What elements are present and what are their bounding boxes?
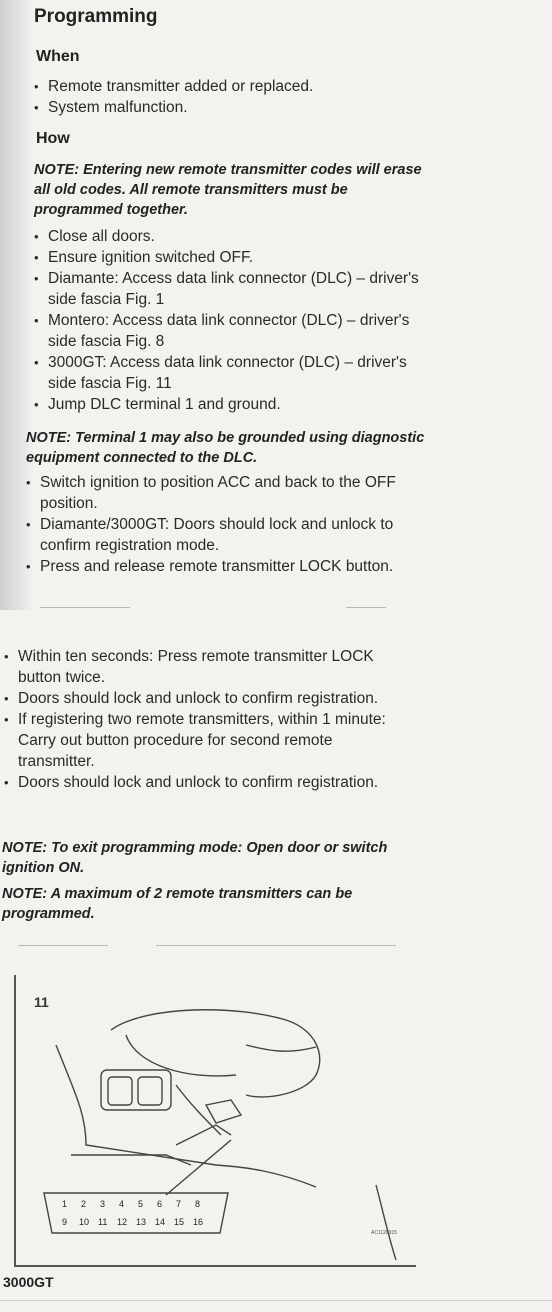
pin-label: 8 xyxy=(195,1199,201,1209)
figure-caption: 3000GT xyxy=(3,1274,54,1290)
list-item: • Within ten seconds: Press remote transmitter LOCK button twice. xyxy=(2,646,412,688)
note-maximum: NOTE: A maximum of 2 remote transmitters can be programmed. xyxy=(2,886,353,922)
list-item: • Montero: Access data link connector (DLC) – driver's side fascia Fig. 8 xyxy=(32,310,432,352)
pin-label: 3 xyxy=(100,1199,106,1209)
how-heading: How xyxy=(36,130,70,147)
dlc-pins-bottom xyxy=(62,1217,203,1227)
pin-label: 16 xyxy=(193,1217,204,1227)
pin-label: 15 xyxy=(174,1217,185,1227)
list-item: • System malfunction. xyxy=(32,97,432,118)
how-steps-2 xyxy=(24,472,434,577)
divider xyxy=(156,945,396,946)
list-item: • If registering two remote transmitters, within 1 minute: Carry out button procedure for second remote transmitter. xyxy=(2,709,412,772)
list-item: • Diamante/3000GT: Doors should lock and unlock to confirm registration mode. xyxy=(24,514,434,556)
list-item: • Ensure ignition switched OFF. xyxy=(32,247,432,268)
pin-label: 6 xyxy=(157,1199,163,1209)
section-title: Programming xyxy=(34,6,158,27)
pin-label: 1 xyxy=(62,1199,68,1209)
pin-label: 7 xyxy=(176,1199,182,1209)
pin-label: 14 xyxy=(155,1217,166,1227)
how-steps xyxy=(32,226,432,415)
figure-code: AC1128915 xyxy=(371,1230,398,1236)
steering-wheel xyxy=(111,1010,320,1097)
pin-label: 5 xyxy=(138,1199,144,1209)
list-item: • Switch ignition to position ACC and back to the OFF position. xyxy=(24,472,434,514)
pin-label: 2 xyxy=(81,1199,87,1209)
pin-label: 4 xyxy=(119,1199,125,1209)
when-heading: When xyxy=(36,48,80,65)
list-item: • Jump DLC terminal 1 and ground. xyxy=(32,394,432,415)
list-item: • 3000GT: Access data link connector (DLC) – driver's side fascia Fig. 11 xyxy=(32,352,432,394)
list-item: • Doors should lock and unlock to confirm registration. xyxy=(2,688,412,709)
figure-frame xyxy=(14,975,416,1267)
dashboard-illustration xyxy=(16,975,414,1263)
divider xyxy=(346,607,386,608)
dashboard-outline xyxy=(56,1045,316,1187)
note-exit-mode: NOTE: To exit programming mode: Open door or switch ignition ON. xyxy=(2,840,388,876)
list-item: • Close all doors. xyxy=(32,226,432,247)
pin-label: 10 xyxy=(79,1217,90,1227)
note-erase-codes: NOTE: Entering new remote transmitter codes will erase all old codes. All remote transmitters must be programmed together. xyxy=(34,162,422,218)
dlc-pins-top xyxy=(62,1199,200,1209)
divider xyxy=(0,1300,552,1301)
continued-steps xyxy=(2,646,412,793)
note-terminal-ground: NOTE: Terminal 1 may also be grounded using diagnostic equipment connected to the DLC. xyxy=(26,430,425,466)
pin-label: 11 xyxy=(98,1217,108,1227)
list-item: • Doors should lock and unlock to confirm registration. xyxy=(2,772,412,793)
pin-label: 13 xyxy=(136,1217,147,1227)
figure-number: 11 xyxy=(34,994,49,1010)
list-item: • Press and release remote transmitter LOCK button. xyxy=(24,556,434,577)
list-item: • Diamante: Access data link connector (DLC) – driver's side fascia Fig. 1 xyxy=(32,268,432,310)
list-item: • Remote transmitter added or replaced. xyxy=(32,76,432,97)
pin-label: 9 xyxy=(62,1217,68,1227)
pin-label: 12 xyxy=(117,1217,128,1227)
when-list xyxy=(32,76,432,118)
dlc-connector xyxy=(44,1193,228,1233)
divider xyxy=(18,945,108,946)
callout-line xyxy=(166,1140,231,1195)
divider xyxy=(40,607,130,608)
